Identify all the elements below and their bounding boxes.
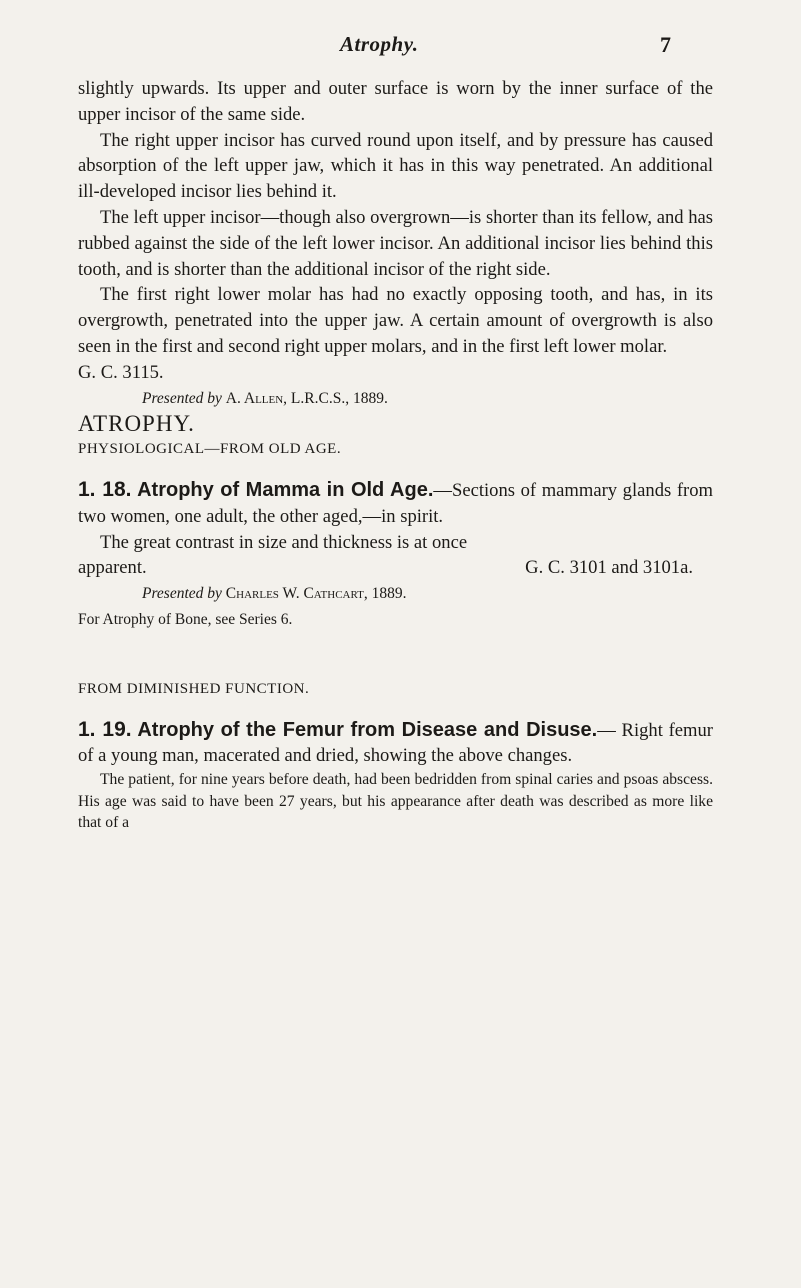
paragraph-continuation: slightly upwards. Its upper and outer surface is worn by the inner surface of the upper incisor of the same side. xyxy=(78,78,713,125)
paragraph-left-upper-incisor: The left upper incisor—though also overgrown—is shorter than its fellow, and has rubbed against the side of the left lower incisor. An additional incisor lies behind this tooth, and is shorter than the additional incisor of the right side. xyxy=(78,206,713,280)
page-number: 7 xyxy=(660,32,671,57)
presented-by-prefix: Presented by xyxy=(142,585,222,603)
entry-heading xyxy=(78,477,713,530)
entry-title: Atrophy of Mamma in Old Age. xyxy=(137,478,434,501)
entry-number: 1. 19. xyxy=(78,717,132,741)
presented-by-prefix: Presented by xyxy=(142,389,222,407)
presenter-name: A. Allen, L.R.C.S., 1889. xyxy=(225,389,388,407)
catalogue-entry xyxy=(78,477,713,633)
catalogue-entry xyxy=(78,717,713,834)
entry-text-end: apparent. xyxy=(78,557,147,579)
entry-description: The great contrast in size and thickness is at once xyxy=(100,531,468,553)
case-note: The patient, for nine years before death, had been bedridden from spinal caries and psoas abscess. His age was said to have been 27 years, but his appearance after death was described as more like that of a xyxy=(78,771,713,832)
presented-by-line xyxy=(78,386,713,412)
paragraph-molars: The first right lower molar has had no exactly opposing tooth, and has, in its overgrowth, penetrated into the upper jaw. A certain amount of overgrowth is also seen in the first and second right upper molars, and in the first left lower molar. xyxy=(78,284,713,357)
page-header xyxy=(0,30,801,64)
catalogue-number: G. C. 3115. xyxy=(78,361,164,383)
presenter-name: Charles W. Cathcart, 1889. xyxy=(225,585,407,603)
catalogue-number: G. C. 3101 and 3101a. xyxy=(525,557,693,579)
cross-reference-note: For Atrophy of Bone, see Series 6. xyxy=(78,610,293,628)
section-title: ATROPHY. xyxy=(78,411,195,437)
entry-text: — Right femur of a young man, macerated and dried, showing the above changes. xyxy=(78,719,713,767)
entry-catalogue-line xyxy=(78,555,713,581)
section-subtitle: PHYSIOLOGICAL—FROM OLD AGE. xyxy=(78,441,342,458)
entry-number: 1. 18. xyxy=(78,477,132,501)
page-content xyxy=(78,76,713,834)
running-title: Atrophy. xyxy=(340,32,419,56)
entry-title: Atrophy of the Femur from Disease and Disuse. xyxy=(137,718,598,741)
entry-heading xyxy=(78,717,713,770)
presented-by-line xyxy=(78,581,713,607)
subsection-title: FROM DIMINISHED FUNCTION. xyxy=(78,680,310,697)
paragraph-right-upper-incisor: The right upper incisor has curved round upon itself, and by pressure has caused absorption of the left upper jaw, which it has in this way penetrated. An additional ill-developed incisor lies behind it. xyxy=(78,129,713,203)
entry-text: —Sections of mammary glands from two women, one adult, the other aged,—in spirit. xyxy=(78,479,713,527)
